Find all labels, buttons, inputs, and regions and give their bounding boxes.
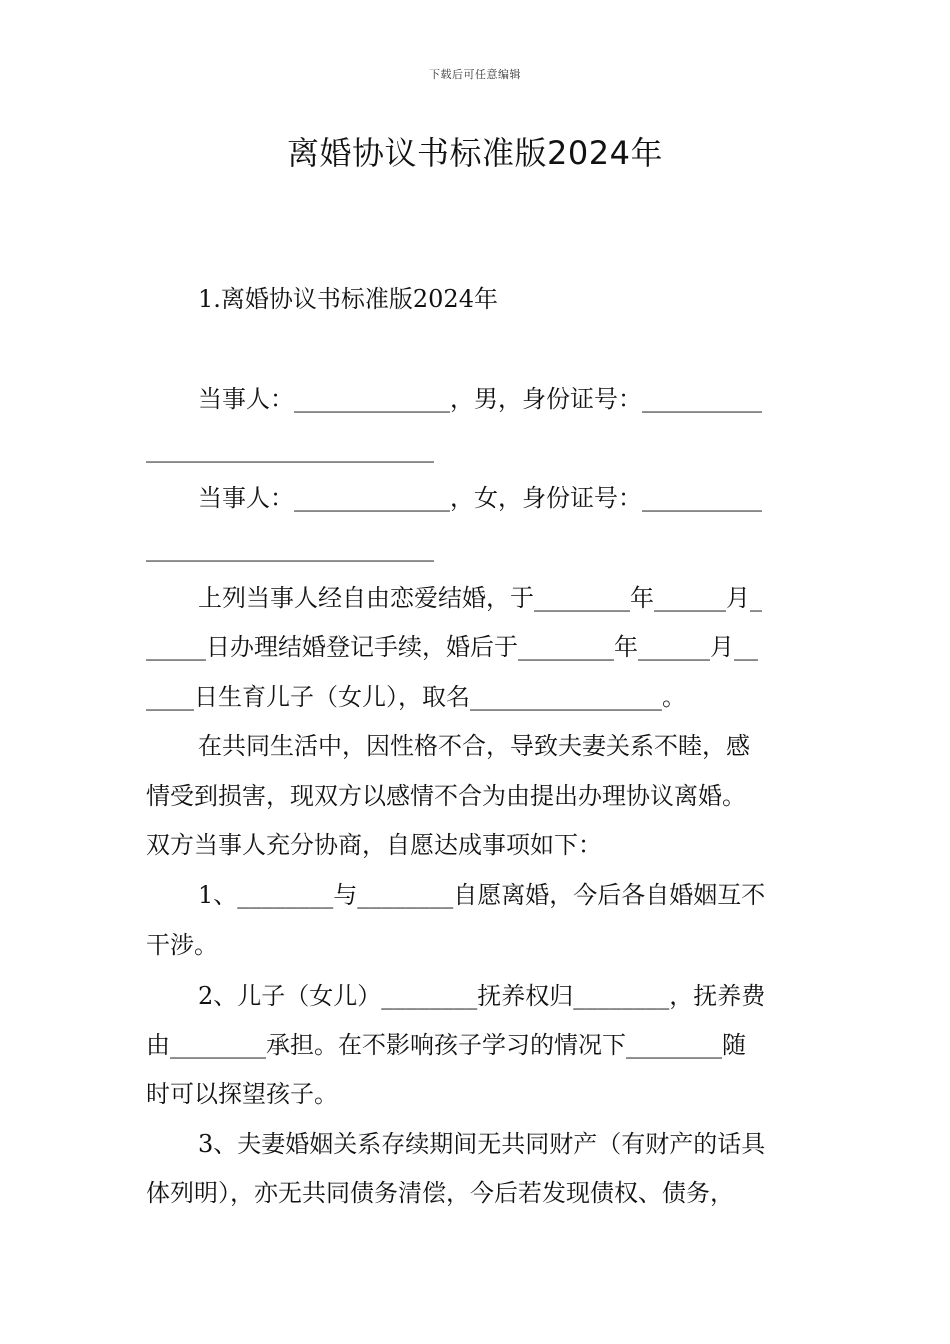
document-title: 离婚协议书标准版2024年 bbox=[287, 134, 663, 172]
clause-1-line: 1、________与________自愿离婚，今后各自婚姻互不 bbox=[198, 881, 766, 909]
party-male-id-continuation: ________________________ bbox=[146, 435, 434, 463]
party-female-id-continuation: ________________________ bbox=[146, 534, 434, 562]
paragraph-line: 在共同生活中，因性格不合，导致夫妻关系不睦，感 bbox=[198, 732, 750, 760]
clause-3-line: 体列明），亦无共同债务清偿，今后若发现债权、债务， bbox=[146, 1179, 734, 1207]
clause-2-line: 由________承担。在不影响孩子学习的情况下________随 bbox=[146, 1031, 746, 1059]
clause-2-line: 2、儿子（女儿）________抚养权归________，抚养费 bbox=[198, 982, 766, 1010]
paragraph-line: ____日生育儿子（女儿），取名________________。 bbox=[146, 683, 686, 711]
clause-1-line: 干涉。 bbox=[146, 931, 218, 959]
paragraph-line: 双方当事人充分协商，自愿达成事项如下： bbox=[146, 831, 602, 859]
party-male-line: 当事人：_____________，男，身份证号：__________ bbox=[198, 385, 762, 413]
section-heading: 1.离婚协议书标准版2024年 bbox=[198, 285, 498, 313]
clause-2-line: 时可以探望孩子。 bbox=[146, 1080, 338, 1108]
paragraph-line: _____日办理结婚登记手续，婚后于________年______月__ bbox=[146, 633, 758, 661]
party-female-line: 当事人：_____________，女，身份证号：__________ bbox=[198, 484, 762, 512]
paragraph-line: 情受到损害，现双方以感情不合为由提出办理协议离婚。 bbox=[146, 782, 746, 810]
clause-3-line: 3、夫妻婚姻关系存续期间无共同财产（有财产的话具 bbox=[198, 1130, 766, 1158]
paragraph-line: 上列当事人经自由恋爱结婚，于________年______月_ bbox=[198, 584, 762, 612]
header-note: 下载后可任意编辑 bbox=[429, 68, 521, 81]
